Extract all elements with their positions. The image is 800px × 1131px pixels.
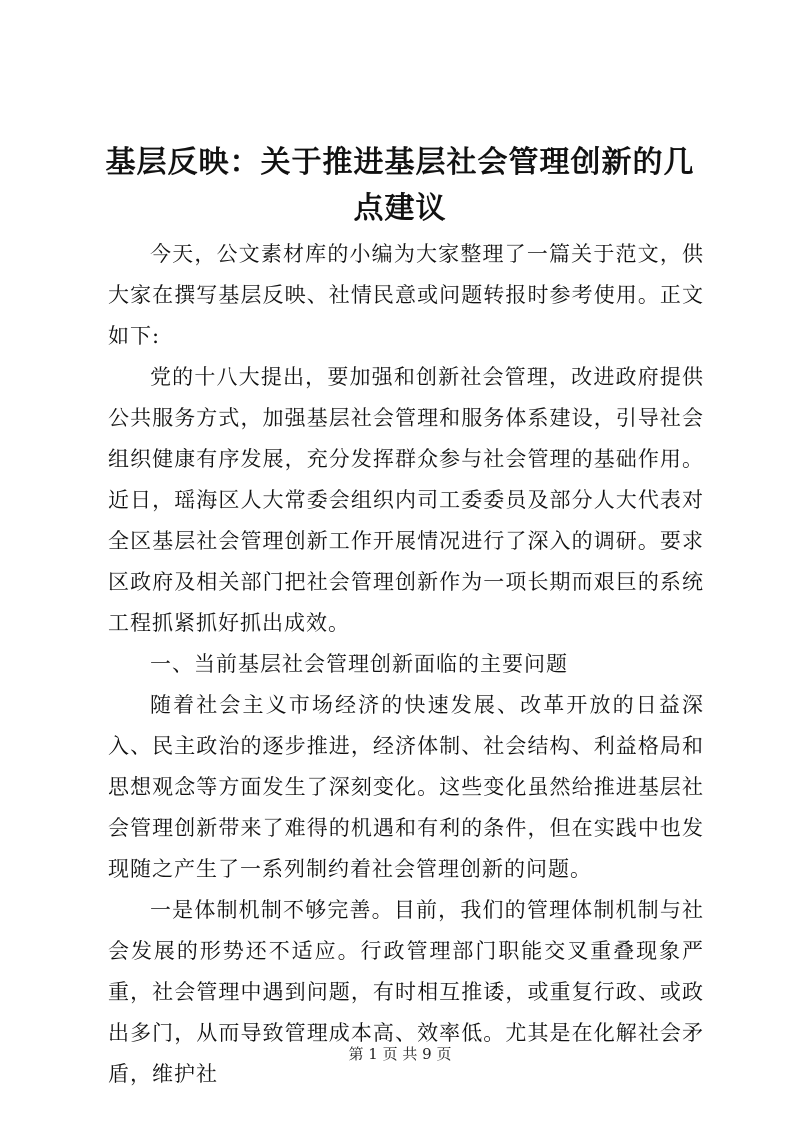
body-paragraph-3: 一是体制机制不够完善。目前，我们的管理体制机制与社会发展的形势还不适应。行政管理部门职能交叉重叠现象严重，社会管理中遇到问题，有时相互推诿，或重复行政、或政出多门，从而导致管理成本高、效率低。尤其是在化解社会矛盾，维护社 bbox=[108, 898, 704, 1086]
body-paragraph-1: 党的十八大提出，要加强和创新社会管理，改进政府提供公共服务方式，加强基层社会管理和服务体系建设，引导社会组织健康有序发展，充分发挥群众参与社会管理的基础作用。近日，瑶海区人大常委会组织内司工委委员及部分人大代表对全区基层社会管理创新工作开展情况进行了深入的调研。要求区政府及相关部门把社会管理创新作为一项长期而艰巨的系统工程抓紧抓好抓出成效。 bbox=[108, 365, 704, 635]
document-body bbox=[108, 234, 704, 1095]
document-title: 基层反映：关于推进基层社会管理创新的几点建议 bbox=[105, 145, 695, 226]
intro-paragraph: 今天，公文素材库的小编为大家整理了一篇关于范文，供大家在撰写基层反映、社情民意或问题转报时参考使用。正文如下: bbox=[108, 242, 704, 348]
section-heading-1: 一、当前基层社会管理创新面临的主要问题 bbox=[150, 652, 568, 676]
page-number-footer: 第 1 页 共 9 页 bbox=[348, 1045, 452, 1063]
body-paragraph-2: 随着社会主义市场经济的快速发展、改革开放的日益深入、民主政治的逐步推进，经济体制、社会结构、利益格局和思想观念等方面发生了深刻变化。这些变化虽然给推进基层社会管理创新带来了难得的机遇和有利的条件，但在实践中也发现随之产生了一系列制约着社会管理创新的问题。 bbox=[108, 693, 704, 881]
